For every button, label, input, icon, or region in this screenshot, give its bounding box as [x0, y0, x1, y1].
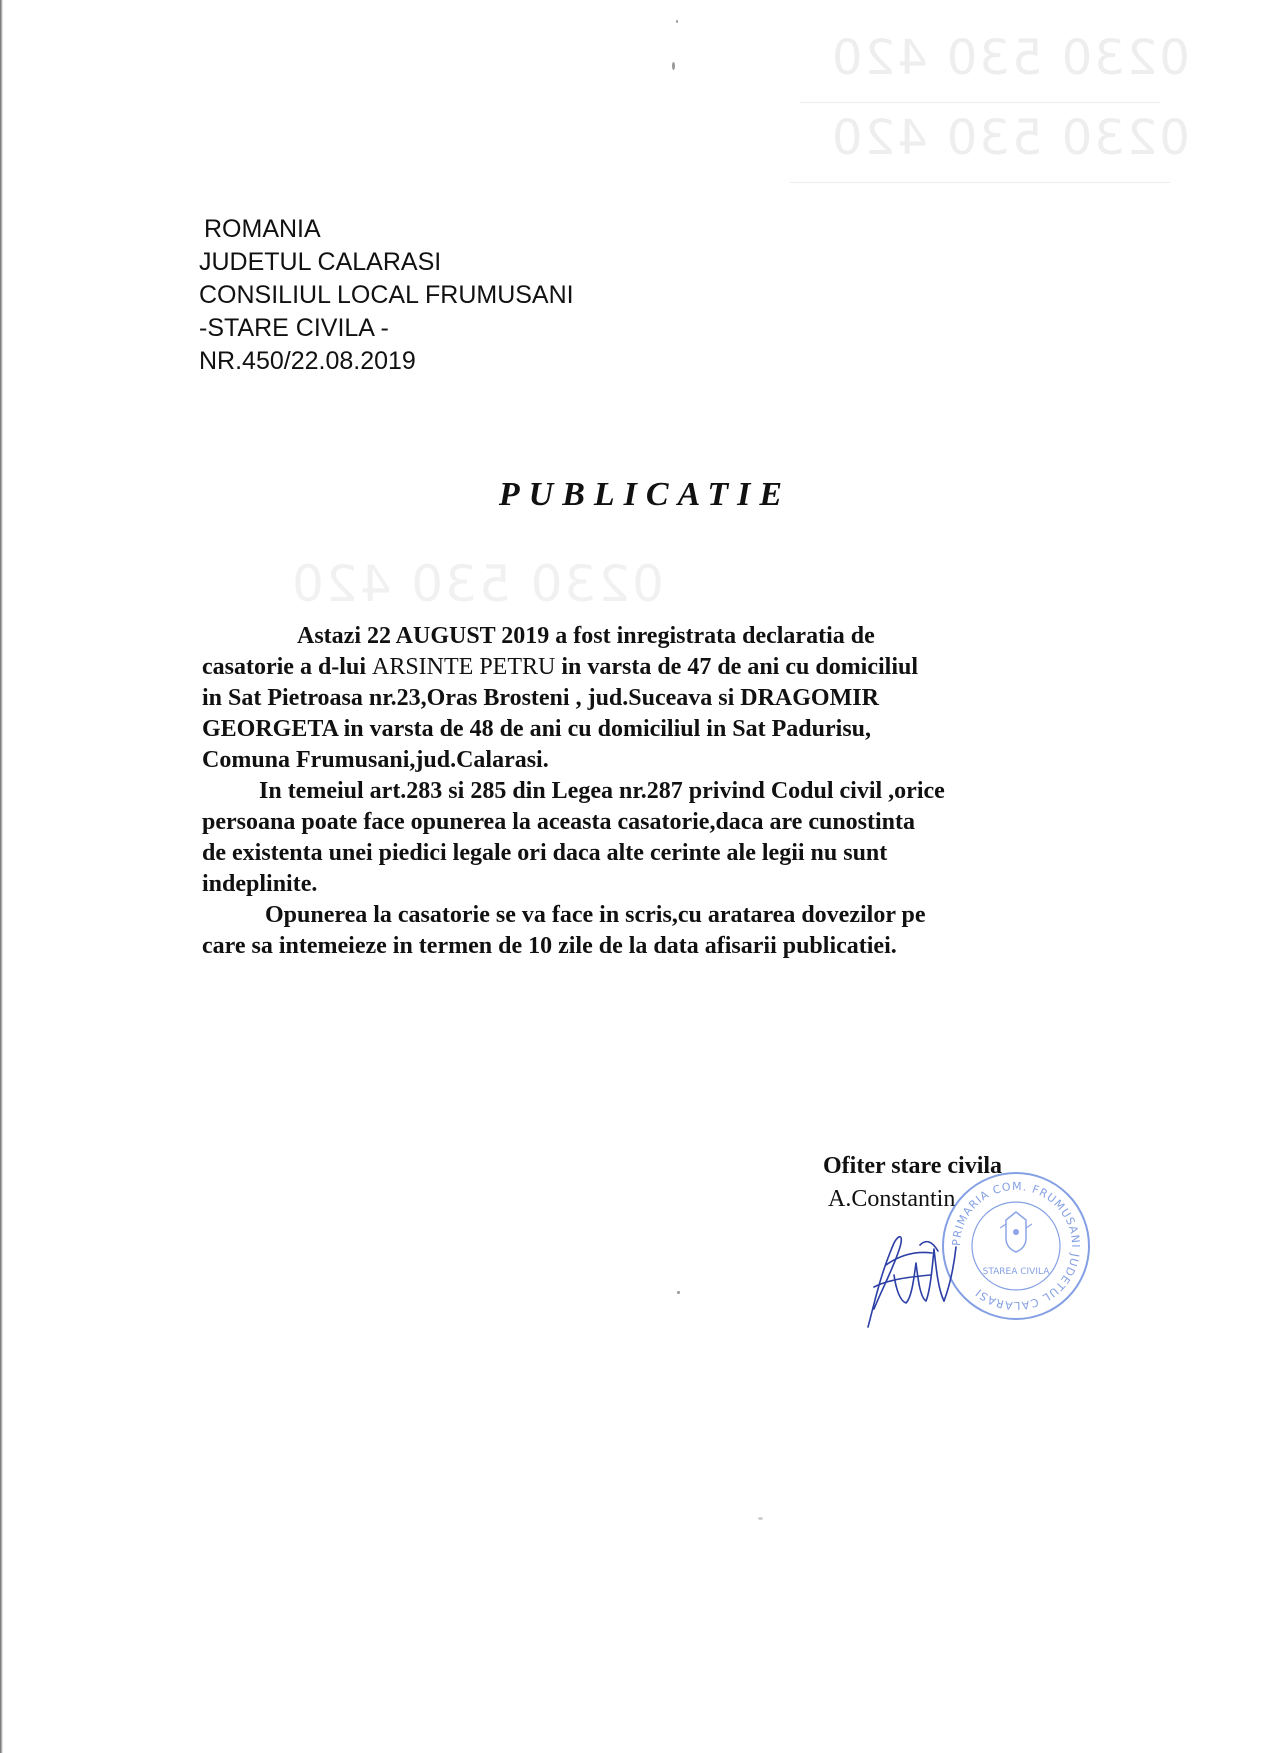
- body-line: Opunerea la casatorie se va face in scris,cu aratarea dovezilor pe: [265, 902, 926, 928]
- stamp-center-text: STAREA CIVILA: [982, 1267, 1050, 1277]
- body-fragment: in varsta de 47 de ani cu domiciliul: [555, 654, 919, 680]
- body-line: Comuna Frumusani,jud.Calarasi.: [202, 747, 549, 773]
- body-line: In temeiul art.283 si 285 din Legea nr.287 privind Codul civil ,orice: [259, 778, 945, 804]
- document-header: [199, 213, 574, 378]
- scan-speck: [677, 1291, 680, 1294]
- bleed-through-mark: 0230 530 420: [830, 30, 1190, 86]
- header-council: CONSILIUL LOCAL FRUMUSANI: [199, 281, 574, 309]
- scan-speck: [676, 20, 678, 23]
- body-line: [202, 652, 1082, 683]
- body-line: indeplinite.: [202, 871, 318, 897]
- bleed-through-line: [800, 102, 1160, 103]
- scan-speck: [758, 1517, 763, 1520]
- body-line: in Sat Pietroasa nr.23,Oras Brosteni , jud.Suceava si DRAGOMIR: [202, 685, 879, 711]
- stamp-emblem: [1000, 1212, 1032, 1252]
- header-country: ROMANIA: [204, 215, 321, 243]
- scan-speck: [672, 62, 675, 70]
- body-line: de existenta unei piedici legale ori daca alte cerinte ale legii nu sunt: [202, 840, 888, 866]
- handwritten-signature: [860, 1205, 990, 1335]
- document-body: [202, 621, 1082, 962]
- header-department: -STARE CIVILA -: [199, 314, 389, 342]
- bleed-through-mark: 0230 530 420: [290, 555, 664, 613]
- signatory-name: A.Constantin: [828, 1186, 956, 1212]
- bleed-through-line: [790, 182, 1170, 183]
- body-line: GEORGETA in varsta de 48 de ani cu domiciliul in Sat Padurisu,: [202, 716, 871, 742]
- body-fragment: casatorie a d-lui: [202, 654, 372, 680]
- header-county: JUDETUL CALARASI: [199, 248, 442, 276]
- body-line: persoana poate face opunerea la aceasta casatorie,daca are cunostinta: [202, 809, 916, 835]
- body-line: care sa intemeieze in termen de 10 zile de la data afisarii publicatiei.: [202, 933, 897, 959]
- scan-edge: [0, 0, 3, 1753]
- document-title: PUBLICATIE: [498, 476, 792, 513]
- bleed-through-mark: 0230 530 420: [830, 110, 1190, 166]
- header-registration-number: NR.450/22.08.2019: [199, 347, 416, 375]
- body-line: Astazi 22 AUGUST 2019 a fost inregistrata declaratia de: [297, 623, 875, 649]
- groom-name: ARSINTE PETRU: [371, 654, 556, 680]
- signatory-title: Ofiter stare civila: [823, 1153, 1003, 1179]
- stamp-ring-text: PRIMARIA COM. FRUMUSANI JUDETUL CALARASI: [949, 1179, 1083, 1313]
